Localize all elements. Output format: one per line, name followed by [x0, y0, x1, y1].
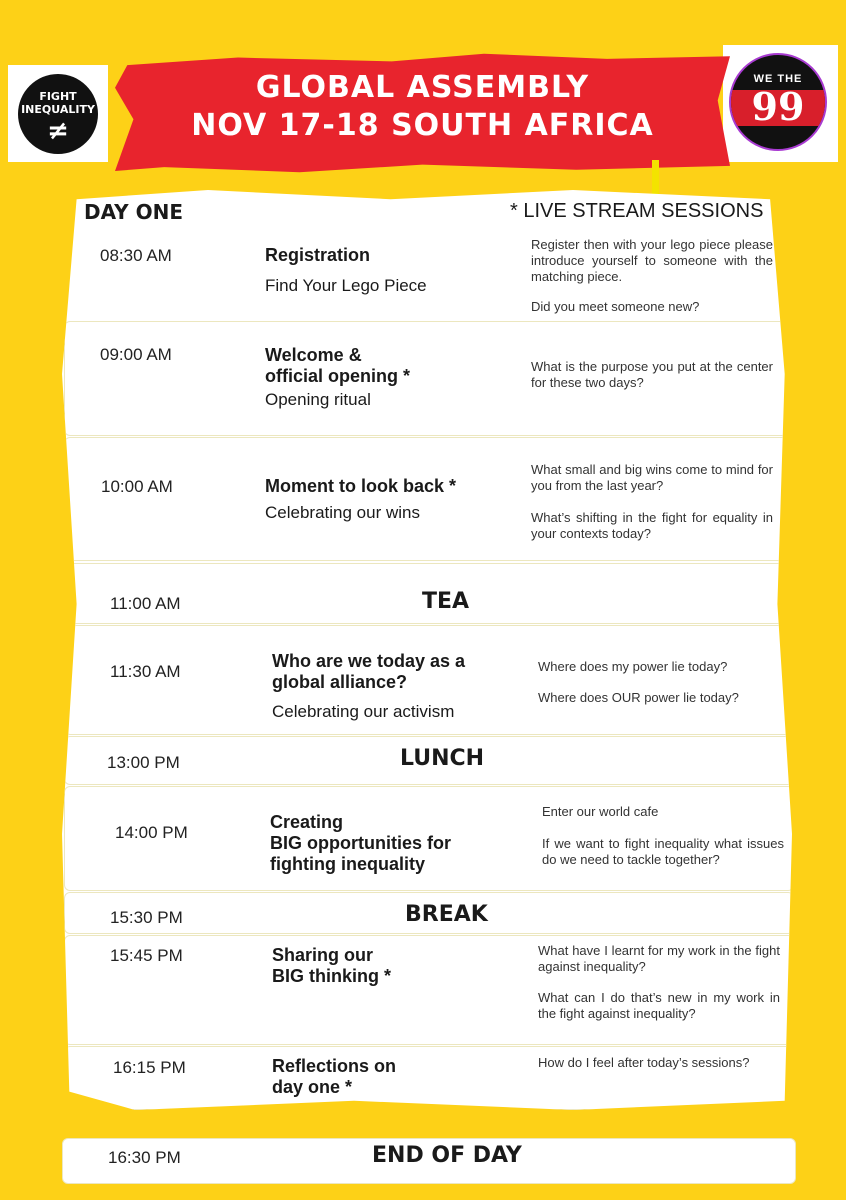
session-title: Moment to look back * [265, 476, 457, 496]
break-time: 11:00 AM [110, 594, 181, 613]
we-the-99-logo-circle [729, 53, 827, 151]
fight-inequality-logo-circle [18, 74, 98, 154]
break-time: 15:30 PM [110, 908, 183, 927]
logo-left-line1: FIGHT [39, 90, 77, 103]
session-question: What have I learnt for my work in the fight against inequality? [538, 943, 780, 974]
session-title: global alliance? [272, 672, 408, 692]
logo-right-top: WE THE [753, 73, 803, 85]
session-question: What’s shifting in the fight for equality in your contexts today? [531, 510, 773, 541]
session-question: What can I do that’s new in my work in the fight against inequality? [538, 990, 780, 1021]
live-stream-label: * LIVE STREAM SESSIONS [510, 200, 764, 222]
not-equal-icon: ≠ [47, 116, 69, 146]
session-question: What small and big wins come to mind for you from the last year? [531, 462, 773, 493]
session-time: 11:30 AM [110, 662, 181, 681]
day-label: DAY ONE [84, 200, 184, 224]
session-time: 15:45 PM [110, 946, 183, 965]
break-label: BREAK [405, 902, 488, 927]
session-subtitle: Opening ritual [265, 390, 371, 409]
session-question: If we want to fight inequality what issues do we need to tackle together? [542, 836, 784, 867]
title-line1: GLOBAL ASSEMBLY [255, 70, 590, 105]
break-label: TEA [422, 589, 470, 614]
session-question: What is the purpose you put at the center for these two days? [531, 359, 773, 390]
session-title: BIG opportunities for [270, 833, 451, 853]
session-title: fighting inequality [270, 854, 425, 874]
session-question: Where does OUR power lie today? [538, 690, 739, 705]
session-title: BIG thinking * [272, 966, 391, 986]
session-question: Where does my power lie today? [538, 659, 728, 674]
fight-inequality-logo [8, 65, 108, 162]
break-time: 13:00 PM [107, 753, 180, 772]
session-time: 14:00 PM [115, 823, 188, 842]
logo-left-line2: INEQUALITY [21, 103, 95, 116]
break-time: 16:30 PM [108, 1148, 181, 1167]
session-question: How do I feel after today’s sessions? [538, 1055, 750, 1070]
end-of-day-label: END OF DAY [372, 1143, 522, 1168]
session-title: Who are we today as a [272, 651, 466, 671]
session-time: 08:30 AM [100, 246, 172, 265]
session-subtitle: Celebrating our activism [272, 702, 455, 721]
title-line2: NOV 17-18 SOUTH AFRICA [191, 108, 654, 143]
session-title: official opening * [265, 366, 411, 386]
session-title: Sharing our [272, 945, 374, 965]
we-the-99-logo [723, 45, 838, 162]
session-title: Welcome & [265, 345, 362, 365]
session-time: 16:15 PM [113, 1058, 186, 1077]
session-subtitle: Find Your Lego Piece [265, 276, 427, 295]
session-title: Registration [265, 245, 371, 265]
break-label: LUNCH [400, 746, 485, 771]
session-title: day one * [272, 1077, 353, 1097]
session-question: Enter our world cafe [542, 804, 659, 819]
session-title: Creating [270, 812, 344, 832]
logo-right-number: 99 [751, 84, 805, 129]
session-question: Register then with your lego piece please introduce yourself to someone with the matching piece. [531, 237, 773, 284]
session-title: Reflections on [272, 1056, 397, 1076]
row-frame [64, 437, 794, 561]
session-subtitle: Celebrating our wins [265, 503, 420, 522]
session-question: Did you meet someone new? [531, 299, 700, 314]
session-time: 10:00 AM [101, 477, 173, 496]
session-time: 09:00 AM [100, 345, 172, 364]
